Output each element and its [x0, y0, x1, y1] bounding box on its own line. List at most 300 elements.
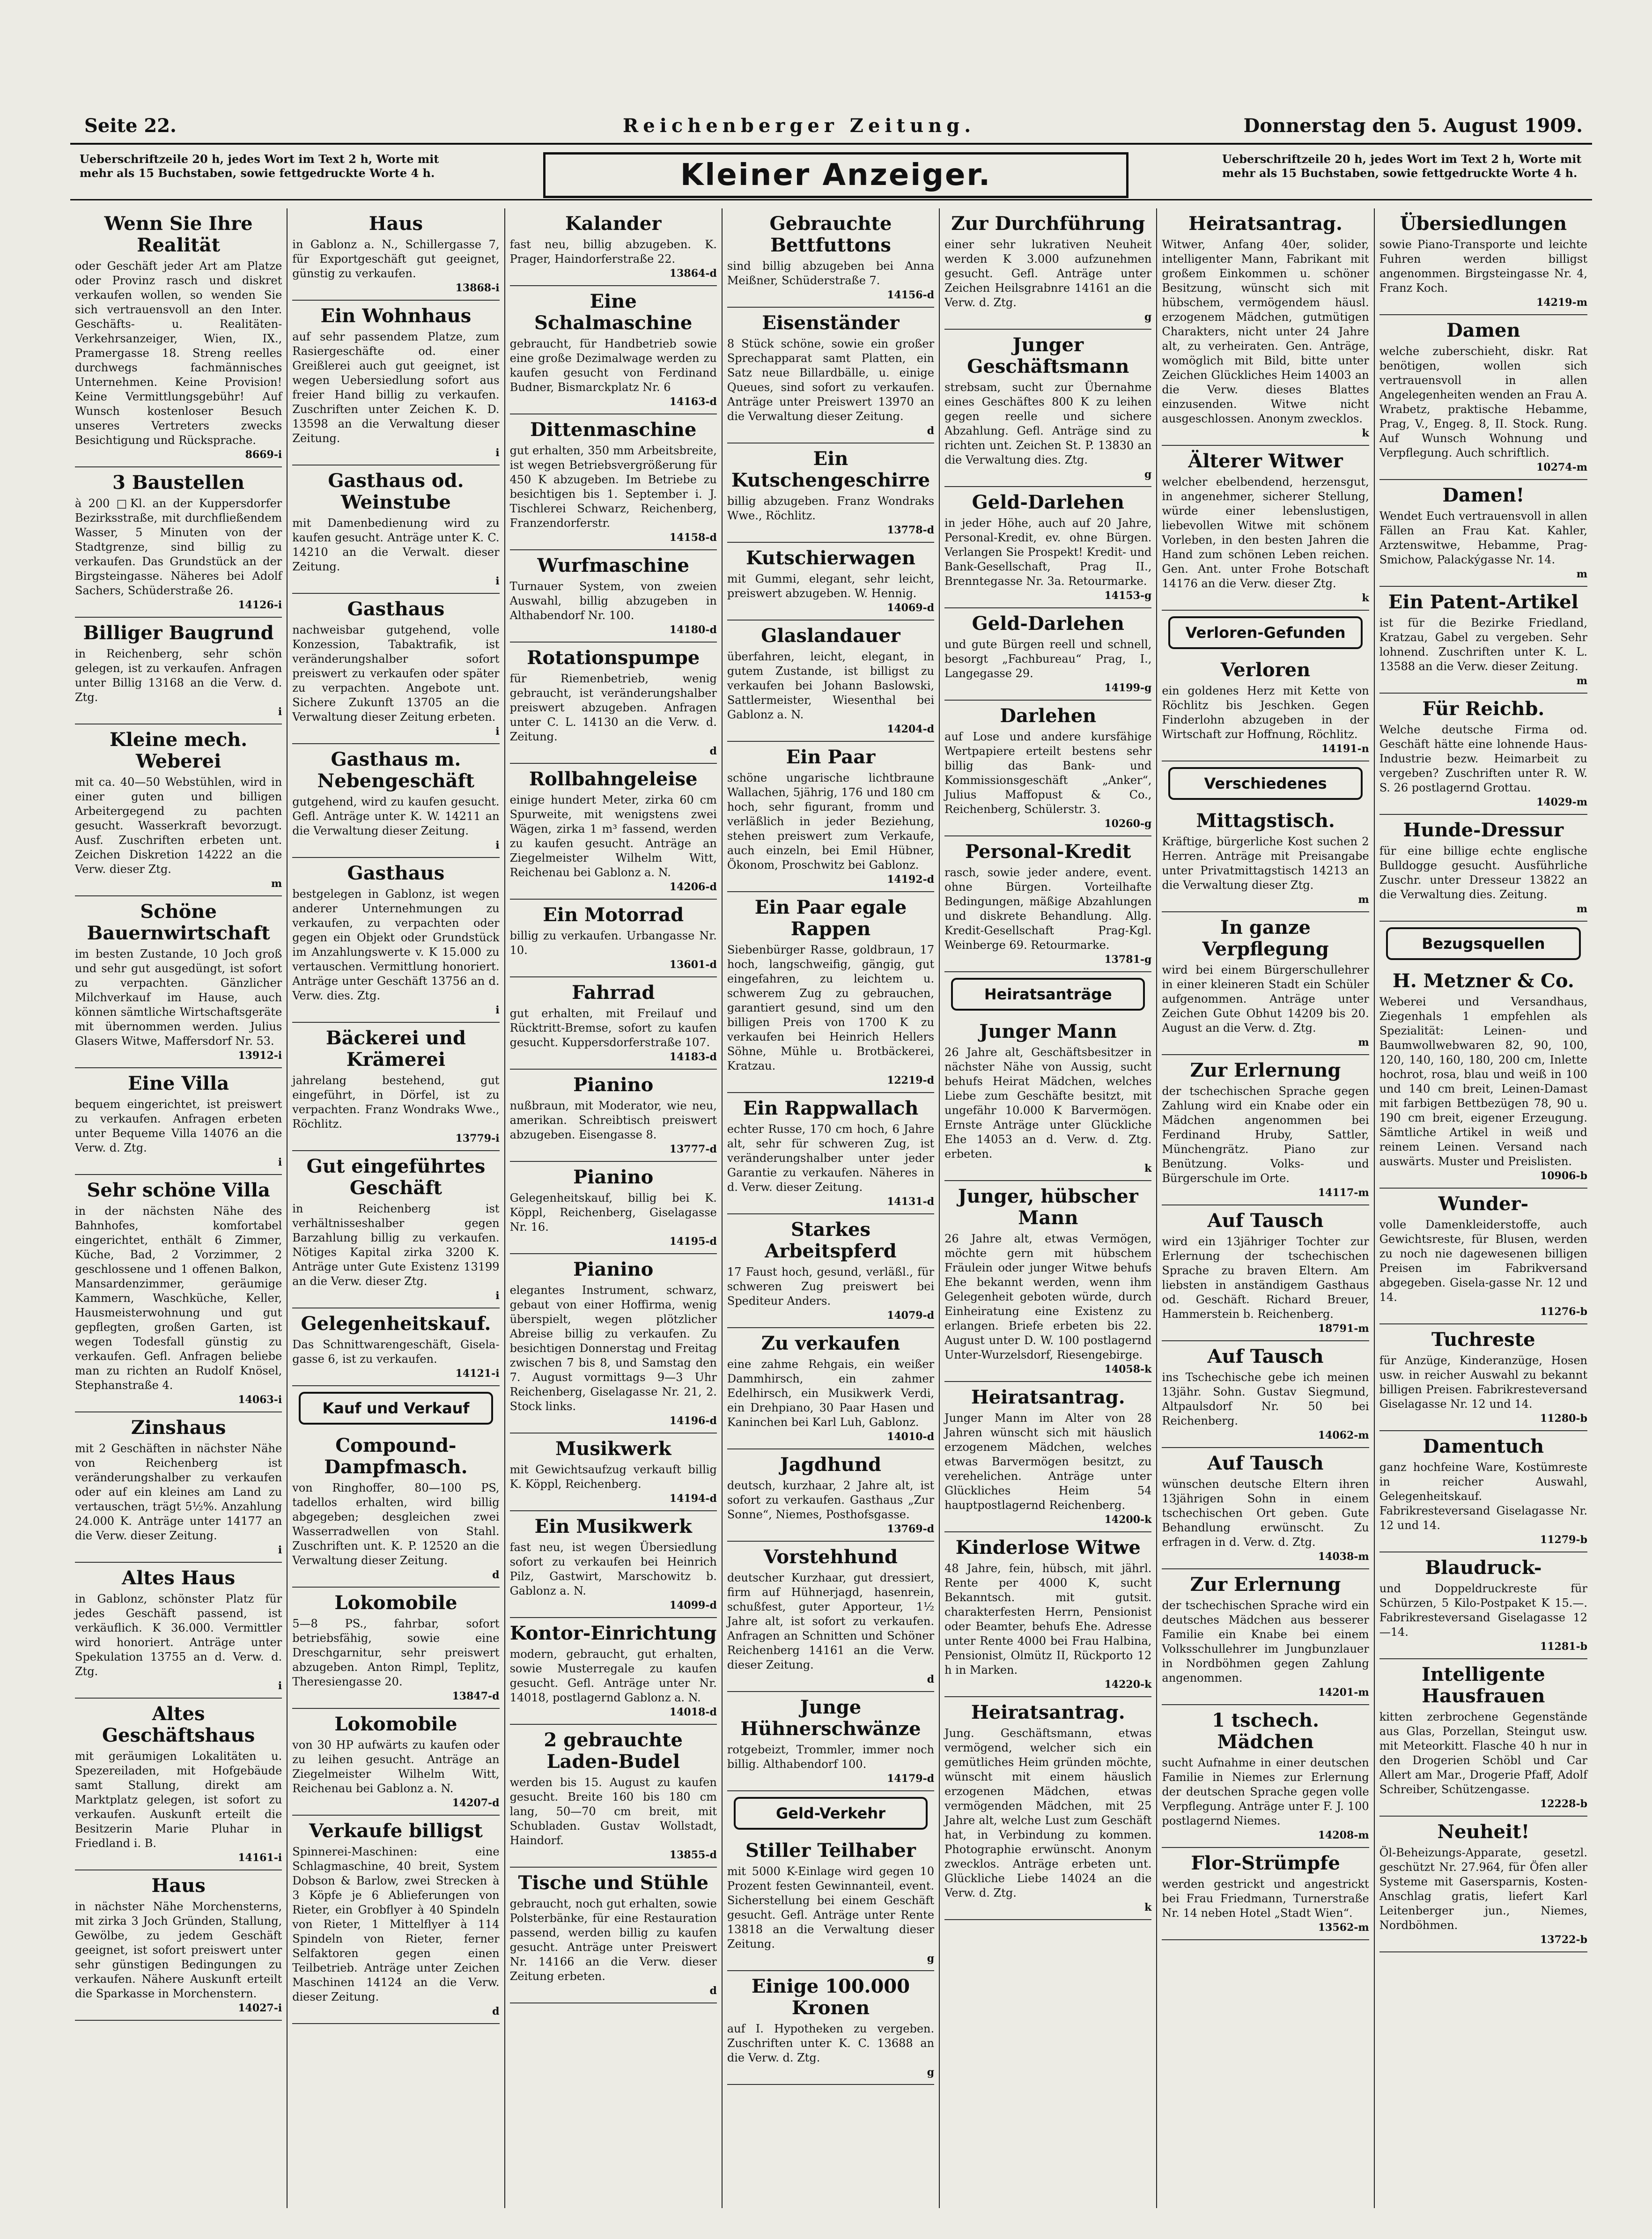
ad-text: von 30 HP aufwärts zu kaufen oder zu leihen gesucht. Anträge an Ziegelmeister Wilhelm Witt, Reichenau bei Gablonz a. N.: [292, 1738, 500, 1795]
classified-ad: [944, 1382, 1151, 1532]
ad-reference-number: m: [1576, 568, 1587, 580]
ad-title: Pianino: [573, 1258, 654, 1280]
ad-title: Damen!: [1442, 484, 1525, 506]
ad-reference-number: k: [1362, 427, 1369, 439]
ad-reference-number: m: [271, 878, 282, 890]
classified-ad: [1379, 815, 1587, 922]
ad-text: 26 Jahre alt, Geschäftsbesitzer in nächster Nähe von Aussig, sucht behufs Heirat Mädchen, welches Liebe zum Geschäfte besitzt, mit ungefähr 10.000 K Barvermögen. Ernste Anträge unter Glückliche Ehe 14053 an d. Verw. d. Ztg. erbeten.: [944, 1046, 1152, 1160]
ad-text: 48 Jahre, fein, hübsch, mit jährl. Rente per 4000 K, sucht Bekanntsch. mit gutsit. charakterfesten Herrn, Pensionist oder Beamter, behufs Ehe. Adresse unter Rente 4000 bei Frau Halbina, Pensionist, Olmütz II, Rückporto 12 h in Marken.: [944, 1562, 1152, 1677]
ad-text: rotgebeizt, Trommler, immer noch billig. Althabendorf 100.: [727, 1743, 935, 1771]
ad-reference-number: 11279-b: [1540, 1534, 1587, 1546]
ad-reference-number: 14018-d: [669, 1706, 717, 1718]
ad-reference-number: 14195-d: [669, 1235, 717, 1248]
ad-text: deutsch, kurzhaar, 2 Jahre alt, ist sofort zu verkaufen. Gasthaus „Zur Sonne“, Niemes, Posthofsgasse.: [727, 1479, 935, 1521]
ad-title: Zur Erlernung: [1190, 1574, 1341, 1596]
ad-reference-number: 13779-i: [455, 1132, 500, 1145]
classified-ad: [727, 1328, 934, 1449]
classified-ad: [1379, 694, 1587, 815]
ad-title: Zur Durchführung: [951, 213, 1145, 235]
ad-reference-number: 10906-b: [1540, 1170, 1587, 1182]
classified-ad: [75, 208, 282, 467]
page-number: Seite 22.: [84, 115, 177, 137]
ad-title: Blaudruck-: [1425, 1557, 1542, 1579]
classified-ad: [1162, 912, 1369, 1055]
ad-reference-number: 13601-d: [669, 959, 717, 971]
classified-ad: [510, 764, 717, 900]
ad-text: 8 Stück schöne, sowie ein großer Sprechapparat samt Platten, ein Satz neue Billardbälle, u. einige Queues, sind sofort zu verkaufen. Anträge unter Preiswert 13970 an die Verwaltung dieser Zeitung.: [727, 337, 935, 423]
ad-column: [723, 208, 940, 2208]
ad-text: à 200 □Kl. an der Kuppersdorfer Bezirksstraße, mit durchfließendem Wasser, 5 Minuten von der Stadtgrenze, sind billig zu verkaufen. Das Grundstück an der Birgsteingasse. Näheres bei Adolf Sachers, Schüderstraße 26.: [75, 497, 282, 597]
ad-reference-number: 14204-d: [887, 723, 935, 735]
classified-ad: [292, 1151, 499, 1308]
ad-reference-number: 8669-i: [245, 449, 282, 461]
classified-ad: [292, 301, 499, 466]
ad-title: Einige 100.000 Kronen: [751, 1975, 910, 2019]
running-header: [70, 110, 1592, 145]
ad-reference-number: 11281-b: [1540, 1640, 1587, 1653]
ad-reference-number: g: [927, 1952, 935, 1965]
section-heading: Verloren-Gefunden: [1168, 616, 1362, 649]
ad-title: Glaslandauer: [761, 625, 900, 647]
ad-title: Auf Tausch: [1207, 1210, 1324, 1232]
ad-reference-number: 13781-g: [1104, 953, 1152, 966]
ad-reference-number: 11276-b: [1540, 1306, 1587, 1318]
ad-title: Gebrauchte Bettfuttons: [769, 213, 892, 256]
classified-ad: [727, 1449, 934, 1542]
classified-ad: [1162, 1848, 1369, 1940]
classified-ad: [75, 1699, 282, 1870]
ad-reference-number: i: [278, 1156, 282, 1168]
ad-reference-number: d: [709, 745, 717, 757]
newspaper-title: Reichenberger Zeitung.: [623, 115, 976, 137]
classified-columns: [70, 208, 1592, 2208]
ad-text: billig abzugeben. Franz Wondraks Wwe., Röchlitz.: [727, 495, 935, 522]
ad-reference-number: 10274-m: [1536, 461, 1587, 473]
ad-title: Wenn Sie Ihre Realität: [104, 213, 253, 256]
ad-text: Witwer, Anfang 40er, solider, intelligenter Mann, Fabrikant mit großem Einkommen u. schöner Besitzung, wünscht sich mit hübschem, vermögendem häusl. erzogenem Mädchen, gutmütigen Charakters, nicht unter 24 Jahre alt, zu verheiraten. Gen. Anträge, womöglich mit Bild, bitte unter Zeichen Glückliches Heim 14003 an die Verw. dieses Blattes einzusenden. Witwe nicht ausgeschlossen. Anonym zwecklos.: [1162, 238, 1369, 425]
ad-text: der tschechischen Sprache wird ein deutsches Mädchen aus besserer Familie ein Knabe bei einem Volksschullehrer im Jungbunzlauer in Nordböhmen gegen Zahlung angenommen.: [1162, 1599, 1369, 1685]
classified-ad: [510, 1868, 717, 2003]
classified-ad: [1162, 1205, 1369, 1341]
classified-ad: [944, 330, 1151, 487]
ad-text: Gelegenheitskauf, billig bei K. Köppl, Reichenberg, Giselagasse Nr. 16.: [509, 1191, 717, 1234]
ad-title: Ein Musikwerk: [534, 1515, 692, 1537]
classified-ad: [727, 1835, 934, 1971]
ad-reference-number: 14206-d: [669, 881, 717, 893]
section-heading: Verschiedenes: [1168, 767, 1362, 800]
section-heading: Kauf und Verkauf: [299, 1392, 493, 1425]
ad-reference-number: d: [927, 1673, 935, 1685]
ad-text: gut erhalten, mit Freilauf und Rücktritt-Bremse, sofort zu kaufen gesucht. Kuppersdorferstraße 107.: [509, 1007, 717, 1049]
ad-reference-number: 13562-m: [1318, 1921, 1369, 1934]
classified-ad: [292, 1816, 499, 2024]
ad-reference-number: 12219-d: [887, 1074, 935, 1086]
ad-title: Eine Villa: [128, 1072, 229, 1094]
ad-reference-number: 13912-i: [238, 1049, 282, 1062]
ad-text: in Gablonz a. N., Schillergasse 7, für Exportgeschäft gut geeignet, günstig zu verkaufen.: [292, 238, 500, 280]
ad-text: gut erhalten, 350 mm Arbeitsbreite, ist wegen Betriebsvergrößerung für 450 K abzugeben. Im Betriebe zu besichtigen bis 1. September i. J. Tischlerei Schwarz, Reichenberg, Franzendorferstr.: [509, 444, 717, 530]
ad-title: Neuheit!: [1437, 1821, 1530, 1843]
ad-reference-number: 13769-d: [887, 1523, 935, 1535]
ad-title: Fahrrad: [572, 982, 655, 1004]
ad-reference-number: 14121-i: [455, 1367, 500, 1380]
classified-ad: [727, 621, 934, 742]
ad-reference-number: 14163-d: [669, 396, 717, 408]
classified-ad: [1379, 1552, 1587, 1659]
classified-ad: [292, 208, 499, 301]
ad-reference-number: 14194-d: [669, 1493, 717, 1505]
price-strip: [70, 152, 1592, 200]
classified-ad: [727, 208, 934, 308]
classified-ad: [944, 208, 1151, 330]
classified-ad: [75, 1175, 282, 1412]
ad-title: Dittenmaschine: [530, 419, 697, 441]
ad-title: Hunde-Dressur: [1403, 819, 1564, 841]
ad-text: Welche deutsche Firma od. Geschäft hätte eine lohnende Haus-Industrie bezw. Heimarbeit zu vergeben? Zuschriften unter R. W. S. 26 postlagernd Grottau.: [1379, 723, 1587, 794]
classified-ad: [727, 1093, 934, 1214]
ad-title: In ganze Verpflegung: [1202, 916, 1329, 960]
ad-reference-number: 14099-d: [669, 1599, 717, 1611]
ad-title: Kalander: [565, 213, 662, 235]
ad-reference-number: 12228-b: [1540, 1798, 1587, 1810]
ad-text: schöne ungarische lichtbraune Wallachen, 5jährig, 176 und 180 cm hoch, sehr figurant, fromm und verläßlich in jeder Beziehung, stehen preiswert zum Verkaufe, auch einzeln, bei Emil Hübner, Ökonom, Proschwitz bei Gablonz.: [727, 771, 935, 872]
classified-ad: [510, 1725, 717, 1868]
ad-text: Wendet Euch vertrauensvoll in allen Fällen an Frau Kat. Kahler, Arztenswitwe, Hebamme, Prag-Smichow, Palackýgasse Nr. 14.: [1379, 510, 1587, 566]
ad-column: [940, 208, 1157, 2208]
ad-reference-number: 14183-d: [669, 1051, 717, 1063]
ad-title: Gasthaus: [347, 598, 445, 620]
ad-reference-number: i: [495, 1004, 500, 1016]
ad-text: und gute Bürgen reell und schnell, besorgt „Fachbureau“ Prag, I., Langegasse 29.: [944, 638, 1152, 680]
classified-ad: [727, 1692, 934, 1791]
classified-ad: [510, 1162, 717, 1254]
ad-reference-number: 14027-i: [238, 2002, 282, 2014]
ad-title: Lokomobile: [334, 1713, 457, 1735]
classified-ad: [292, 1023, 499, 1151]
classified-ad: [75, 618, 282, 724]
ad-text: Das Schnittwarengeschäft, Gisela-gasse 6, ist zu verkaufen.: [292, 1338, 500, 1366]
ad-title: Altes Geschäftshaus: [102, 1703, 255, 1746]
classified-ad: [944, 608, 1151, 701]
ad-title: Flor-Strümpfe: [1191, 1852, 1340, 1874]
classified-ad: [1379, 315, 1587, 480]
ad-text: bestgelegen in Gablonz, ist wegen anderer Unternehmungen zu verkaufen, zu verpachten oder gegen ein Objekt oder Grundstück im Anzahlungswerte v. K 15.000 zu vertauschen. Vermittlung honoriert. Anträge unter Geschäft 13756 an d. Verw. dies. Ztg.: [292, 887, 500, 1002]
classified-ad: [1379, 1324, 1587, 1431]
ad-reference-number: 14161-i: [238, 1852, 282, 1864]
ad-reference-number: 14220-k: [1104, 1678, 1152, 1691]
ad-title: Für Reichb.: [1422, 698, 1545, 720]
ad-text: elegantes Instrument, schwarz, gebaut von einer Hoffirma, wenig überspielt, wegen plötzlicher Abreise billig zu verkaufen. Zu besichtigen Donnerstag und Freitag zwischen 7 bis 8, und Samstag den 7. August vormittags 9—3 Uhr Reichenberg, Giselagasse Nr. 21, 2. Stock links.: [509, 1284, 717, 1413]
classified-ad: [727, 1971, 934, 2085]
classified-ad: [510, 1070, 717, 1162]
ad-reference-number: 13777-d: [669, 1143, 717, 1155]
ad-text: ganz hochfeine Ware, Kostümreste in reicher Auswahl, Gelegenheitskauf. Fabrikresteversand Giselagasse Nr. 12 und 14.: [1379, 1461, 1587, 1532]
ad-title: Junge Hühnerschwänze: [740, 1696, 921, 1740]
ad-text: in jeder Höhe, auch auf 20 Jahre, Personal-Kredit, ev. ohne Bürgen. Verlangen Sie Prospekt! Kredit- und Bank-Gesellschaft, Prag II., Brenntegasse Nr. 3a. Retourmarke.: [944, 517, 1152, 588]
ad-text: einige hundert Meter, zirka 60 cm Spurweite, mit wenigstens zwei Wägen, zirka 1 m³ fassend, werden zu kaufen gesucht. Anträge an Ziegelmeister Wilhelm Witt, Reichenau bei Gablonz a. N.: [509, 793, 717, 879]
ad-reference-number: 13847-d: [452, 1690, 500, 1702]
classified-ad: [510, 1254, 717, 1434]
classified-ad: [1379, 208, 1587, 315]
ad-title: Kontor-Einrichtung: [509, 1622, 717, 1644]
ad-reference-number: 18791-m: [1318, 1323, 1369, 1335]
classified-ad: [75, 1563, 282, 1699]
ad-reference-number: 14069-d: [887, 602, 935, 614]
ad-title: Wunder-: [1438, 1193, 1529, 1215]
ad-reference-number: 13855-d: [669, 1849, 717, 1861]
ad-reference-number: g: [1144, 468, 1152, 480]
ad-title: Haus: [151, 1875, 206, 1897]
ad-text: 5—8 PS., fahrbar, sofort betriebsfähig, sowie eine Dreschgarnitur, sehr preiswert abzugeben. Anton Rimpl, Teplitz, Theresiengasse 20.: [292, 1617, 500, 1688]
ad-text: in Reichenberg ist verhältnisseshalber gegen Barzahlung billig zu verkaufen. Nötiges Kapital zirka 3200 K. Anträge unter Gute Existenz 13199 an die Verw. dieser Ztg.: [292, 1202, 500, 1288]
classified-ad: [727, 892, 934, 1093]
ad-title: Junger Mann: [979, 1020, 1117, 1042]
ad-reference-number: 13864-d: [669, 267, 717, 280]
ad-reference-number: i: [278, 1544, 282, 1556]
ad-text: billig zu verkaufen. Urbangasse Nr. 10.: [509, 929, 717, 957]
ad-title: Geld-Darlehen: [972, 491, 1124, 513]
ad-title: Compound-Dampfmasch.: [324, 1434, 468, 1478]
ad-reference-number: i: [495, 725, 500, 738]
ad-text: in Reichenberg, sehr schön gelegen, ist zu verkaufen. Anfragen unter Billig 13168 an die Verw. d. Ztg.: [75, 647, 282, 704]
ad-text: ist für die Bezirke Friedland, Kratzau, Gabel zu vergeben. Sehr lohnend. Zuschriften unter K. L. 13588 an die Verw. dieser Zeitung.: [1379, 616, 1587, 673]
classified-ad: [510, 550, 717, 643]
ad-text: werden bis 15. August zu kaufen gesucht. Breite 160 bis 180 cm lang, 50—70 cm breit, mit Schubladen. Gustav Wollstadt, Haindorf.: [509, 1776, 717, 1847]
ad-reference-number: 14131-d: [887, 1196, 935, 1208]
ad-reference-number: 14010-d: [887, 1431, 935, 1443]
ad-title: Zu verkaufen: [761, 1332, 900, 1354]
classified-ad: [292, 594, 499, 744]
classified-ad: [1162, 1569, 1369, 1705]
ad-text: welche zuberschieht, diskr. Rat benötigen, wollen sich vertrauensvoll in allen Angelegenheiten wenden an Frau A. Wrabetz, praktische Hebamme, Prag, V., Engeg. 8, II. Stock. Rung. Auf Wunsch Wohnung und Verpflegung. Auch schriftlich.: [1379, 345, 1587, 459]
ad-title: Geld-Darlehen: [972, 613, 1124, 635]
ad-title: Eine Schalmaschine: [534, 290, 693, 334]
ad-title: 3 Baustellen: [112, 472, 245, 494]
ad-reference-number: 14180-d: [669, 624, 717, 636]
classified-ad: [75, 467, 282, 618]
ad-reference-number: 14200-k: [1104, 1514, 1152, 1526]
classified-ad: [75, 1068, 282, 1175]
ad-reference-number: i: [495, 1290, 500, 1302]
classified-ad: [510, 286, 717, 414]
ad-reference-number: 14079-d: [887, 1309, 935, 1322]
classified-ad: [1162, 805, 1369, 912]
classified-ad: [510, 414, 717, 550]
classified-ad: [944, 487, 1151, 608]
ad-title: Gasthaus: [347, 862, 445, 884]
classified-ad: [944, 701, 1151, 836]
ad-title: Gut eingeführtes Geschäft: [306, 1155, 486, 1199]
ad-text: welcher ebelbendend, herzensgut, in angenehmer, sicherer Stellung, würde einer lebenslustigen, liebevollen Witwe mit schönem Vorleben, in den besten Jahren die Hand zum schönen Leben reichen. Gen. Ant. unter Frohe Botschaft 14176 an die Verw. dieser Ztg.: [1162, 475, 1369, 590]
ad-reference-number: 14196-d: [669, 1415, 717, 1427]
ad-title: Mittagstisch.: [1196, 810, 1335, 832]
ad-text: strebsam, sucht zur Übernahme eines Geschäftes 800 K zu leihen gegen reelle und sichere Abzahlung. Gefl. Anträge sind zu richten unt. Zeichen St. P. 13830 an die Verwaltung dies. Ztg.: [944, 381, 1152, 466]
ad-reference-number: k: [1362, 592, 1369, 604]
ad-text: Weberei und Versandhaus, Ziegenhals 1 empfehlen als Spezialität: Leinen- und Baumwollwebwaren 82, 90, 100, 120, 140, 160, 180, 200 cm, Inlette hochrot, rosa, blau und weiß in 100 und 140 cm breit, Leinen-Damast mit farbigen Bettbezügen 78, 90 u. 190 cm breit, eigener Erzeugung. Sämtliche Artikel in weiß und reinem Leinen. Versand nach auswärts. Muster und Preislisten.: [1379, 995, 1587, 1168]
ad-title: Ein Kutschengeschirre: [731, 448, 930, 491]
ad-title: Heiratsantrag.: [1188, 213, 1342, 235]
classified-ad: [944, 1697, 1151, 1920]
section-banner: Kleiner Anzeiger.: [543, 152, 1128, 198]
classified-ad: [510, 643, 717, 764]
ad-title: Schöne Bauernwirtschaft: [87, 901, 270, 944]
ad-title: Personal-Kredit: [965, 841, 1131, 863]
ad-title: Haus: [369, 213, 423, 235]
ad-title: Rotationspumpe: [527, 647, 700, 669]
ad-reference-number: 14062-m: [1318, 1429, 1369, 1441]
classified-ad: [944, 1532, 1151, 1697]
classified-ad: [944, 836, 1151, 972]
ad-text: für Anzüge, Kinderanzüge, Hosen usw. in reicher Auswahl zu bekannt billigen Preisen. Fabrikresteversand Giselagasse Nr. 12 und 14.: [1379, 1354, 1587, 1411]
ad-text: kitten zerbrochene Gegenstände aus Glas, Porzellan, Steingut usw. mit Meteorkitt. Flasche 40 h nur in den Drogerien Schöbl und Car Allert am Mar., Drogerie Pfaff, Adolf Schreiber, Schützengasse.: [1379, 1710, 1587, 1796]
classified-ad: [510, 900, 717, 977]
ad-reference-number: 14117-m: [1318, 1187, 1369, 1199]
ad-text: im besten Zustande, 10 Joch groß und sehr gut ausgedüngt, ist sofort zu verpachten. Gänzlicher Milchverkauf im Hause, auch können sämtliche Wirtschaftsgeräte mit übernommen werden. Julius Glasers Witwe, Maffersdorf Nr. 53.: [75, 947, 282, 1048]
ad-text: Öl-Beheizungs-Apparate, gesetzl. geschützt Nr. 27.964, für Öfen aller Systeme mit Gasersparnis, Kosten-Anschlag gratis, liefert Karl Leitenberger jun., Niemes, Nordböhmen.: [1379, 1846, 1587, 1932]
ad-text: Junger Mann im Alter von 28 Jahren wünscht sich mit häuslich erzogenem Mädchen, welches etwas Barvermögen besitzt, zu verehelichen. Anträge unter Glückliches Heim 54 hauptpostlagernd Reichenberg.: [944, 1411, 1152, 1512]
ad-text: ins Tschechische gebe ich meinen 13jähr. Sohn. Gustav Siegmund, Altpaulsdorf Nr. 50 bei Reichenberg.: [1162, 1371, 1369, 1427]
ad-reference-number: 14038-m: [1318, 1551, 1369, 1563]
ad-reference-number: d: [709, 1985, 717, 1997]
ad-title: Übersiedlungen: [1400, 213, 1567, 235]
ad-reference-number: 14063-i: [238, 1394, 282, 1406]
ad-text: Jung. Geschäftsmann, etwas vermögend, welcher sich ein gemütliches Heim gründen möchte, wünscht mit einem häuslich erzogenen Mädchen, etwas vermögenden Mädchen, mit 25 Jahre alt, welche Lust zum Geschäft hat, in Verbindung zu kommen. Photographie erwünscht. Anonym zwecklos. Anträge erbeten unt. Glückliche Liebe 14024 an die Verw. d. Ztg.: [944, 1727, 1152, 1899]
ad-text: für Riemenbetrieb, wenig gebraucht, ist veränderungshalber preiswert abzugeben. Anfragen unter C. L. 14130 an die Verw. d. Zeitung.: [509, 672, 717, 743]
ad-text: mit 5000 K-Einlage wird gegen 10 Prozent festen Gewinnanteil, event. Sicherstellung bei einem Geschäft gesucht. Gefl. Anträge unter Rente 13818 an die Verwaltung dieser Zeitung.: [727, 1865, 935, 1951]
ad-text: für eine billige echte englische Bulldogge gesucht. Ausführliche Zuschr. unter Dresseur 13822 an die Verwaltung dies. Zeitung.: [1379, 844, 1587, 901]
ad-text: Turnauer System, von zweien Auswahl, billig abzugeben in Althabendorf Nr. 100.: [509, 580, 717, 622]
ad-title: Gasthaus od. Weinstube: [328, 470, 464, 513]
ad-text: Kräftige, bürgerliche Kost suchen 2 Herren. Anträge mit Preisangabe unter Privatmittagstisch 14213 an die Verwaltung dieser Ztg.: [1162, 835, 1369, 892]
ad-title: Ein Wohnhaus: [320, 305, 472, 327]
ad-title: Damen: [1446, 319, 1520, 341]
ad-title: Heiratsantrag.: [971, 1701, 1125, 1723]
ad-text: einer sehr lukrativen Neuheit werden K 3.000 aufzunehmen gesucht. Gefl. Anträge unter Zeichen Heilsgrabnre 14161 an die Verw. d. Ztg.: [944, 238, 1152, 309]
ad-title: Musikwerk: [555, 1438, 671, 1460]
ad-text: in Gablonz, schönster Platz für jedes Geschäft passend, ist verkäuflich. K 36.000. Vermittler wird honoriert. Anträge unter Spekulation 13755 an d. Verw. d. Ztg.: [75, 1592, 282, 1678]
classified-ad: [292, 1588, 499, 1709]
classified-ad: [1162, 655, 1369, 761]
ad-title: Tuchreste: [1431, 1329, 1535, 1351]
ad-text: von Ringhoffer, 80—100 PS, tadellos erhalten, wird billig abgegeben; desgleichen zwei Wasserradwellen von Stahl. Zuschriften unt. K. P. 12520 an die Verwaltung dieser Zeitung.: [292, 1481, 500, 1567]
ad-text: 26 Jahre alt, etwas Vermögen, möchte gern mit hübschem Fräulein oder junger Witwe behufs Ehe bekannt werden, wenn ihm Gelegenheit geboten würde, durch Einheiratung eine Existenz zu erlangen. Briefe erbeten bis 22. August unter D. W. 100 postlagernd Unter-Wurzelsdorf, Riesengebirge.: [944, 1232, 1152, 1361]
ad-title: Gasthaus m. Nebengeschäft: [317, 748, 475, 792]
ad-reference-number: 14201-m: [1318, 1686, 1369, 1699]
ad-column: [70, 208, 288, 2208]
ad-reference-number: 13722-b: [1540, 1934, 1587, 1946]
ad-text: mit 2 Geschäften in nächster Nähe von Reichenberg ist veränderungshalber zu verkaufen oder auf ein kleines am Land zu vertauschen, trägt 5½%. Anzahlung 24.000 K. Anträge unter 14177 an die Verw. dieser Zeitung.: [75, 1442, 282, 1542]
ad-title: Vorstehhund: [764, 1546, 898, 1568]
ad-reference-number: 14126-i: [238, 599, 282, 611]
newspaper-page: [70, 101, 1592, 2213]
classified-ad: [944, 1016, 1151, 1181]
ad-reference-number: 14156-d: [887, 289, 935, 301]
ad-title: Rollbahngeleise: [529, 768, 698, 790]
ad-reference-number: 14208-m: [1318, 1829, 1369, 1841]
ad-title: 1 tschech. Mädchen: [1212, 1709, 1320, 1753]
ad-text: Siebenbürger Rasse, goldbraun, 17 hoch, langschweifig, gängig, gut eingefahren, zu leichtem u. schwerem Zug zu gebrauchen, garantiert gesund, sind um den billigen Preis von 1700 K zu verkaufen bei Heinrich Hellers Söhne, Mühle u. Brotbäckerei, Kratzau.: [727, 943, 935, 1072]
classified-ad: [292, 1430, 499, 1588]
ad-title: Zur Erlernung: [1190, 1059, 1341, 1081]
ad-column: [1157, 208, 1374, 2208]
ad-title: Junger, hübscher Mann: [958, 1185, 1138, 1229]
classified-ad: [292, 466, 499, 594]
ad-text: gebraucht, für Handbetrieb sowie eine große Dezimalwage werden zu kaufen gesucht von Ferdinand Budner, Bismarckplatz Nr. 6: [509, 337, 717, 394]
ad-text: Spinnerei-Maschinen: eine Schlagmaschine, 40 breit, System Dobson & Barlow, zwei Strecken à 3 Köpfe je 6 Ablieferungen von Rieter, ein Grobflyer à 40 Spindeln von Rieter, 1 Mittelflyer à 114 Spindeln von Rieter, ferner Selfaktoren gegen einen Teilbetrieb. Anträge unter Zeichen Maschinen 14124 an die Verw. dieser Zeitung.: [292, 1845, 500, 2003]
ad-reference-number: d: [927, 425, 935, 437]
ad-text: nachweisbar gutgehend, volle Konzession, Tabaktrafik, ist veränderungshalber sofort preiswert zu verkaufen oder später zu verpachten. Angebote unt. Sichere Zukunft 13705 an die Verwaltung dieser Zeitung erbeten.: [292, 623, 500, 724]
classified-ad: [292, 744, 499, 858]
classified-ad: [510, 1618, 717, 1725]
classified-ad: [1379, 1659, 1587, 1817]
ad-text: gutgehend, wird zu kaufen gesucht. Gefl. Anträge unter K. W. 14211 an die Verwaltung dieser Zeitung.: [292, 795, 500, 837]
ad-text: mit Gummi, elegant, sehr leicht, preiswert abzugeben. W. Hennig.: [727, 572, 935, 600]
ad-title: Auf Tausch: [1207, 1452, 1324, 1474]
ad-text: mit geräumigen Lokalitäten u. Spezereiladen, mit Hofgebäude samt Stallung, direkt am Marktplatz gelegen, ist sofort zu verkaufen. Auskunft erteilt die Besitzerin Marie Pluhar in Friedland i. B.: [75, 1750, 282, 1850]
ad-text: fast neu, billig abzugeben. K. Prager, Haindorferstraße 22.: [509, 238, 717, 266]
classified-ad: [292, 1308, 499, 1386]
classified-ad: [292, 858, 499, 1023]
classified-ad: [510, 208, 717, 286]
ad-title: Verkaufe billigst: [309, 1820, 483, 1842]
classified-ad: [510, 977, 717, 1070]
classified-ad: [1379, 1189, 1587, 1324]
ad-text: auf I. Hypotheken zu vergeben. Zuschriften unter K. C. 13688 an die Verw. d. Ztg.: [727, 2022, 935, 2064]
classified-ad: [1162, 1341, 1369, 1448]
issue-date: Donnerstag den 5. August 1909.: [1243, 115, 1583, 137]
ad-reference-number: i: [495, 447, 500, 459]
classified-ad: [944, 1181, 1151, 1382]
ad-reference-number: d: [492, 1569, 500, 1581]
ad-reference-number: k: [1144, 1901, 1152, 1914]
ad-title: Billiger Baugrund: [83, 622, 274, 644]
classified-ad: [1162, 1448, 1369, 1569]
ad-title: Verloren: [1220, 659, 1311, 681]
ad-reference-number: d: [492, 2005, 500, 2017]
ad-text: in nächster Nähe Morchensterns, mit zirka 3 Joch Gründen, Stallung, Gewölbe, zu jedem Geschäft geeignet, ist sofort preiswert unter sehr günstigen Bedingungen zu verkaufen. Nähere Auskunft erteilt die Sparkasse in Morchenstern.: [75, 1900, 282, 2000]
ad-reference-number: 13778-d: [887, 524, 935, 536]
ad-text: oder Geschäft jeder Art am Platze oder Provinz rasch und diskret verkaufen wollen, so wenden Sie sich vertrauensvoll an den Inter. Geschäfts- u. Realitäten-Verkehrsanzeiger, Wien, IX., Pramergasse 18. Streng reelles durchwegs fachmännisches Unternehmen. Keine Provision! Keine Vermittlungsgebühr! Auf Wunsch kostenloser Besuch unseres Vertreters zwecks Besichtigung und Rücksprache.: [75, 259, 282, 447]
ad-title: Stiller Teilhaber: [745, 1840, 916, 1862]
ad-title: Ein Motorrad: [543, 904, 684, 926]
ad-text: gebraucht, noch gut erhalten, sowie Polsterbänke, für eine Restauration passend, werden billig zu kaufen gesucht. Anträge unter Preiswert Nr. 14166 an die Verw. dieser Zeitung erbeten.: [509, 1897, 717, 1983]
ad-title: Darlehen: [1000, 705, 1097, 727]
classified-ad: [727, 543, 934, 621]
classified-ad: [510, 1434, 717, 1511]
ad-reference-number: 14192-d: [887, 873, 935, 886]
price-rule-right: Ueberschriftzeile 20 h, jedes Wort im Text 2 h, Worte mit mehr als 15 Buchstaben, sowie fettgedruckte Worte 4 h.: [1222, 152, 1582, 180]
classified-ad: [1379, 966, 1587, 1189]
ad-title: Kutschierwagen: [745, 547, 915, 569]
ad-reference-number: i: [495, 575, 500, 587]
ad-reference-number: 10260-g: [1104, 818, 1152, 830]
ad-title: Gelegenheitskauf.: [301, 1313, 491, 1335]
ad-text: nußbraun, mit Moderator, wie neu, amerikan. Schreibtisch preiswert abzugeben. Eisengasse 8.: [509, 1099, 717, 1141]
ad-text: mit Damenbedienung wird zu kaufen gesucht. Anträge unter K. C. 14210 an die Verwalt. dieser Zeitung.: [292, 517, 500, 573]
section-heading: Geld-Verkehr: [734, 1797, 928, 1830]
section-heading: Heiratsanträge: [951, 978, 1145, 1011]
ad-title: Ein Patent-Artikel: [1388, 591, 1578, 613]
classified-ad: [1162, 208, 1369, 446]
ad-text: deutscher Kurzhaar, gut dressiert, firm auf Hühnerjagd, hasenrein, schußfest, guter Apporteur, 1½ Jahre alt, ist sofort zu verkaufen. Anfragen an Schnitten und Schöner Reichenberg 14161 an die Verw. dieser Zeitung.: [727, 1571, 935, 1671]
ad-title: H. Metzner & Co.: [1392, 970, 1574, 992]
ad-title: Altes Haus: [122, 1567, 236, 1589]
ad-text: wünschen deutsche Eltern ihren 13jährigen Sohn in einem tschechischen Ort geben. Gute Behandlung erwünscht. Zu erfragen in d. Verw. d. Ztg.: [1162, 1478, 1369, 1549]
classified-ad: [1162, 446, 1369, 611]
ad-text: mit ca. 40—50 Webstühlen, wird in einer guten und billigen Arbeitergegend zu pachten gesucht. Wasserkraft bevorzugt. Ausf. Zuschriften erbeten unt. Zeichen Diskretion 14222 an die Verw. dieser Ztg.: [75, 776, 282, 876]
ad-title: Pianino: [573, 1074, 654, 1096]
ad-title: Bäckerei und Krämerei: [325, 1027, 466, 1071]
